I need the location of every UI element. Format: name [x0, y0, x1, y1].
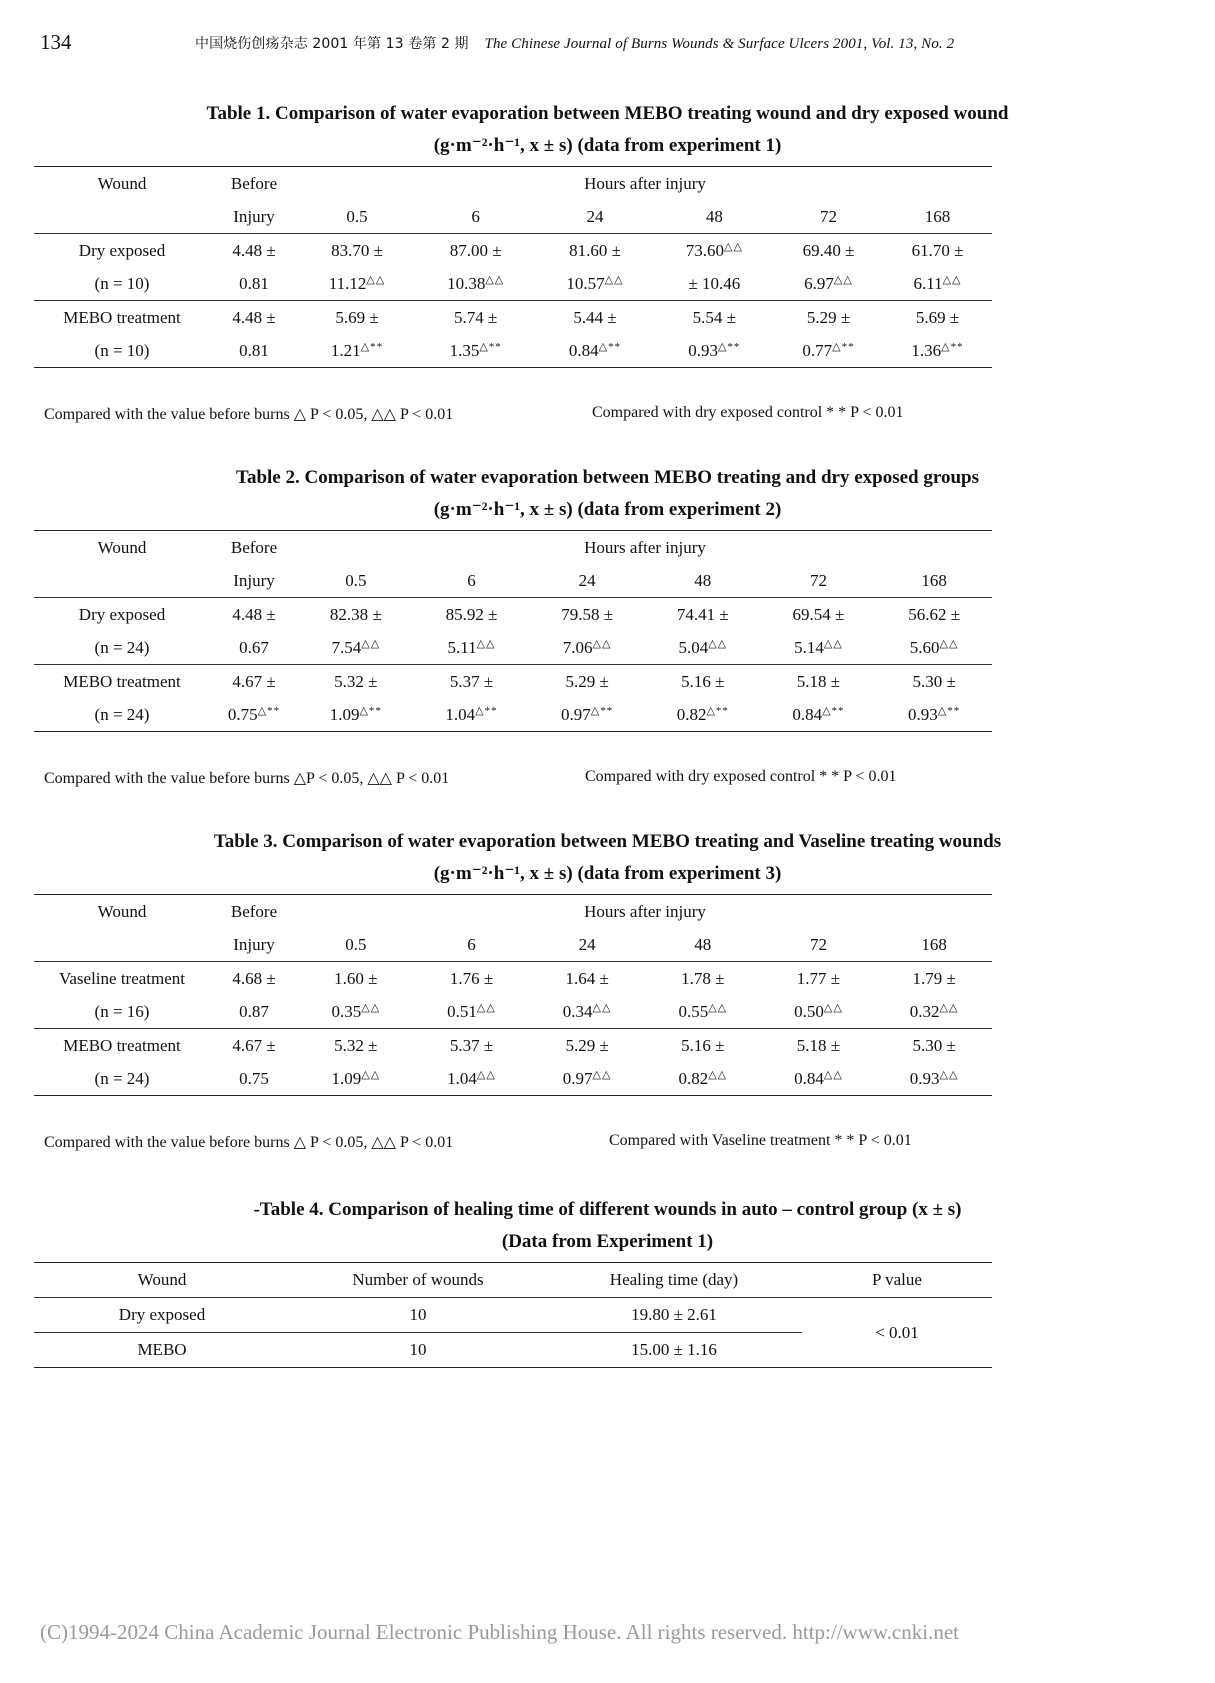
cell-mean: 5.29 ±	[806, 307, 851, 327]
cell-mean: 1.60 ±	[334, 968, 378, 988]
header-blank	[34, 928, 210, 962]
significance-mark: △**	[937, 705, 961, 717]
cell-sd: 0.82△**	[645, 698, 761, 732]
cell-sd: 1.36△**	[883, 334, 992, 368]
header-hour: 0.5	[298, 564, 414, 598]
header-before: Before	[210, 167, 298, 201]
significance-mark: △△	[485, 274, 505, 286]
header-wound: Wound	[34, 531, 210, 565]
cell-sd: 0.77△**	[774, 334, 883, 368]
cell-sd: 11.12△△	[298, 267, 416, 301]
cell-sd: 0.82△△	[645, 1062, 761, 1096]
header-hour: 72	[761, 564, 877, 598]
table-row	[34, 334, 992, 368]
table-row	[34, 598, 992, 632]
cell-mean: 5.30 ±	[912, 671, 956, 691]
cell-mean: 5.30 ±	[912, 1035, 956, 1055]
cell-mean: 4.67 ±	[232, 671, 276, 691]
header-row	[34, 200, 992, 234]
header-hour: 24	[529, 928, 645, 962]
cell-sd: 1.35△**	[416, 334, 535, 368]
cell-mean: 85.92 ±	[445, 604, 498, 624]
cell-mean: 4.67 ±	[232, 1035, 276, 1055]
significance-mark: △△	[939, 1002, 959, 1014]
table-4-cell-p-value: < 0.01	[802, 1298, 992, 1368]
significance-mark: △△	[361, 638, 381, 650]
cell-mean: 81.60 ±	[569, 240, 621, 260]
significance-mark: △**	[941, 341, 964, 353]
table-4-cell-time: 19.80 ± 2.61	[546, 1298, 802, 1333]
journal-title-english: The Chinese Journal of Burns Wounds & Surface Ulcers 2001, Vol. 13, No. 2	[484, 36, 955, 52]
table-3-footnote	[44, 1132, 912, 1152]
row-n: (n = 10)	[34, 334, 210, 368]
cell-sd: 1.04△△	[414, 1062, 530, 1096]
table-4-header-number: Number of wounds	[352, 1270, 484, 1289]
significance-mark: △△	[939, 638, 959, 650]
significance-mark: △**	[822, 705, 845, 717]
cell-sd: 0.32△△	[876, 995, 992, 1029]
significance-mark: △△	[361, 1069, 381, 1081]
cell-sd: 1.04△**	[414, 698, 530, 732]
cell-mean: 5.54 ±	[692, 307, 736, 327]
header-hour: 72	[761, 928, 877, 962]
significance-mark: △**	[590, 705, 614, 717]
cell-mean: 5.29 ±	[565, 1035, 609, 1055]
header-hours-after-injury: Hours after injury	[298, 167, 992, 201]
table-1-caption-units: (g·m⁻²·h⁻¹, x ± s) (data from experiment 1)	[433, 135, 782, 156]
significance-mark: △△	[361, 1002, 381, 1014]
table-row	[34, 234, 992, 268]
cell-mean: 69.54 ±	[792, 604, 845, 624]
header-before: Before	[210, 531, 298, 565]
cell-sd: 0.84△**	[761, 698, 877, 732]
table-1-block	[0, 98, 1215, 162]
significance-mark: △△	[366, 274, 386, 286]
cell-sd: 0.75△**	[210, 698, 298, 732]
cell-sd: 10.38△△	[416, 267, 535, 301]
cell-sd: 7.06△△	[529, 631, 645, 665]
page-number: 134	[40, 30, 72, 54]
cell-mean: 87.00 ±	[449, 240, 502, 260]
significance-mark: △△	[592, 638, 612, 650]
header-blank	[34, 200, 210, 234]
table-3-block	[0, 826, 1215, 890]
cell-mean: 5.69 ±	[915, 307, 960, 327]
cell-mean: 5.37 ±	[449, 671, 494, 691]
header-hour: 0.5	[298, 928, 414, 962]
cell-mean: 82.38 ±	[329, 604, 382, 624]
cell-mean: 4.48 ±	[232, 307, 276, 327]
journal-title-chinese: 中国烧伤创疡杂志 2001 年第 13 卷第 2 期	[195, 36, 469, 52]
significance-mark: △△	[592, 1002, 612, 1014]
header-hour: 6	[414, 928, 530, 962]
header-wound: Wound	[34, 167, 210, 201]
table-4-cell-wound: MEBO	[137, 1340, 187, 1359]
significance-mark: △**	[479, 341, 502, 353]
table-2-footnote-right: Compared with dry exposed control * * P < 0.01	[585, 768, 897, 785]
header-before: Before	[210, 895, 298, 929]
table-4	[34, 1262, 992, 1368]
row-label: Vaseline treatment	[58, 968, 186, 988]
table-4-header-time: Healing time (day)	[609, 1270, 739, 1289]
row-label: MEBO treatment	[63, 307, 181, 327]
significance-mark: △△	[708, 1069, 728, 1081]
header-hour: 72	[774, 200, 883, 234]
table-4-cell-number: 10	[409, 1340, 427, 1359]
header-hour: 48	[645, 928, 761, 962]
table-2-footnote	[44, 768, 897, 788]
header-row	[34, 928, 992, 962]
row-n: (n = 10)	[34, 267, 210, 301]
significance-mark: △**	[598, 341, 622, 353]
significance-mark: △**	[717, 341, 741, 353]
table-row	[34, 631, 992, 665]
table-2-caption: Table 2. Comparison of water evaporation between MEBO treating and dry exposed groups	[236, 467, 979, 488]
cell-sd: 0.50△△	[761, 995, 877, 1029]
row-n: (n = 24)	[34, 1062, 210, 1096]
significance-mark: △△	[823, 1069, 843, 1081]
cell-sd: 0.93△**	[876, 698, 992, 732]
cell-mean: 1.64 ±	[565, 968, 609, 988]
header-row	[34, 167, 992, 201]
cell-sd: 0.67	[210, 631, 298, 665]
cell-mean: 4.48 ±	[232, 604, 276, 624]
cell-mean: 5.16 ±	[681, 1035, 725, 1055]
significance-mark: △**	[360, 341, 384, 353]
significance-mark: △△	[476, 638, 496, 650]
significance-mark: △**	[706, 705, 729, 717]
significance-mark: △△	[823, 638, 843, 650]
row-n: (n = 24)	[34, 698, 210, 732]
table-row	[34, 267, 992, 301]
cell-sd: 0.35△△	[298, 995, 414, 1029]
row-label: Dry exposed	[78, 604, 166, 624]
table-4-header-wound: Wound	[137, 1270, 187, 1289]
cell-sd: 5.11△△	[414, 631, 530, 665]
row-label: MEBO treatment	[63, 1035, 181, 1055]
cell-mean: 4.48 ±	[232, 240, 276, 260]
cell-mean: 74.41 ±	[676, 604, 729, 624]
table-2-block	[0, 462, 1215, 526]
header-hour: 168	[883, 200, 992, 234]
cell-sd: 0.51△△	[414, 995, 530, 1029]
significance-mark: △△	[708, 638, 728, 650]
table-3-caption-units: (g·m⁻²·h⁻¹, x ± s) (data from experiment 3)	[433, 863, 782, 884]
cell-sd: 5.60△△	[876, 631, 992, 665]
table-row	[34, 962, 992, 996]
cell-mean: 5.18 ±	[796, 1035, 841, 1055]
cell-mean: 5.16 ±	[681, 671, 725, 691]
table-row	[34, 1062, 992, 1096]
table-4-cell-time: 15.00 ± 1.16	[631, 1340, 717, 1359]
significance-mark: △△	[833, 274, 853, 286]
table-row	[34, 995, 992, 1029]
header-hour: 6	[416, 200, 535, 234]
table-1-footnote	[44, 404, 904, 424]
cell-mean: 83.70 ±	[331, 240, 383, 260]
cell-mean: 5.32 ±	[334, 671, 378, 691]
table-4-header-p: P value	[872, 1270, 922, 1289]
cell-mean: 4.68 ±	[232, 968, 276, 988]
cell-mean: 5.37 ±	[449, 1035, 494, 1055]
table-row	[34, 698, 992, 732]
cell-mean: 1.77 ±	[796, 968, 841, 988]
table-3-footnote-left: Compared with the value before burns △ P < 0.05, △△ P < 0.01	[44, 1134, 454, 1151]
significance-mark: △**	[359, 705, 382, 717]
table-3-caption: Table 3. Comparison of water evaporation between MEBO treating and Vaseline treating wounds	[213, 831, 1002, 852]
row-label: MEBO treatment	[63, 671, 181, 691]
significance-mark: △**	[257, 705, 281, 717]
cell-mean: 73.60△△	[685, 241, 743, 260]
table-1	[34, 166, 992, 368]
significance-mark: △△	[823, 1002, 843, 1014]
table-4-cell-wound: Dry exposed	[118, 1305, 206, 1324]
cell-sd: 10.57△△	[535, 267, 654, 301]
cell-mean: 1.76 ±	[449, 968, 494, 988]
header-hour: 6	[414, 564, 530, 598]
table-4-cell-number: 10	[409, 1305, 427, 1324]
header-row	[34, 531, 992, 565]
significance-mark: △△	[476, 1002, 496, 1014]
cell-sd: 0.55△△	[645, 995, 761, 1029]
table-3	[34, 894, 992, 1096]
cell-sd: 5.14△△	[761, 631, 877, 665]
table-1-caption: Table 1. Comparison of water evaporation between MEBO treating wound and dry exposed wound	[206, 103, 1009, 124]
cell-mean: 5.74 ±	[454, 307, 498, 327]
cell-sd: 0.97△△	[529, 1062, 645, 1096]
cell-sd: 1.21△**	[298, 334, 416, 368]
cell-sd: ± 10.46	[655, 267, 774, 301]
cell-sd: 5.04△△	[645, 631, 761, 665]
table-2-footnote-left: Compared with the value before burns △P < 0.05, △△ P < 0.01	[44, 770, 450, 787]
table-4-caption-source: (Data from Experiment 1)	[501, 1231, 714, 1252]
cell-sd: 0.81	[210, 267, 298, 301]
cell-sd: 6.97△△	[774, 267, 883, 301]
header-hour: 168	[876, 564, 992, 598]
cell-sd: 6.11△△	[883, 267, 992, 301]
table-2	[34, 530, 992, 732]
journal-header	[195, 33, 954, 53]
cell-mean: 56.62 ±	[908, 604, 961, 624]
row-n: (n = 16)	[34, 995, 210, 1029]
cell-mean: 5.69 ±	[335, 307, 379, 327]
cell-sd: 0.84△△	[761, 1062, 877, 1096]
significance-mark: △△	[708, 1002, 728, 1014]
significance-mark: △△	[942, 274, 962, 286]
cell-sd: 7.54△△	[298, 631, 414, 665]
cell-mean: 5.18 ±	[796, 671, 841, 691]
table-4-block	[0, 1194, 1215, 1258]
cell-sd: 0.93△△	[876, 1062, 992, 1096]
header-injury: Injury	[210, 564, 298, 598]
table-4-caption: -Table 4. Comparison of healing time of different wounds in auto – control group (x ± s)	[253, 1199, 962, 1220]
table-row	[34, 1029, 992, 1063]
header-blank	[34, 564, 210, 598]
table-4-header-row	[34, 1263, 992, 1298]
header-hour: 24	[529, 564, 645, 598]
cell-mean: 61.70 ±	[911, 240, 964, 260]
header-hours-after-injury: Hours after injury	[298, 895, 992, 929]
row-label: Dry exposed	[78, 240, 166, 260]
cell-sd: 0.87	[210, 995, 298, 1029]
cell-mean: 5.29 ±	[565, 671, 609, 691]
cell-sd: 0.34△△	[529, 995, 645, 1029]
header-injury: Injury	[210, 200, 298, 234]
significance-mark: △△	[592, 1069, 612, 1081]
cell-mean: 5.44 ±	[573, 307, 617, 327]
table-1-footnote-right: Compared with dry exposed control * * P < 0.01	[592, 404, 904, 421]
cell-mean: 69.40 ±	[802, 240, 855, 260]
table-row	[34, 665, 992, 699]
running-header	[40, 30, 1020, 58]
copyright-footer: (C)1994-2024 China Academic Journal Electronic Publishing House. All rights reserved. http://www.cnki.net	[40, 1620, 959, 1644]
header-hour: 48	[645, 564, 761, 598]
header-hour: 168	[876, 928, 992, 962]
table-1-footnote-left: Compared with the value before burns △ P < 0.05, △△ P < 0.01	[44, 406, 454, 423]
cell-sd: 0.81	[210, 334, 298, 368]
cell-sd: 0.97△**	[529, 698, 645, 732]
header-wound: Wound	[34, 895, 210, 929]
table-row	[34, 1298, 992, 1333]
cell-sd: 0.93△**	[655, 334, 774, 368]
header-hour: 0.5	[298, 200, 416, 234]
row-n: (n = 24)	[34, 631, 210, 665]
significance-mark: △**	[475, 705, 498, 717]
header-hour: 24	[535, 200, 654, 234]
cell-sd: 0.75	[210, 1062, 298, 1096]
significance-mark: △△	[476, 1069, 496, 1081]
cell-sd: 1.09△**	[298, 698, 414, 732]
table-row	[34, 301, 992, 335]
table-2-caption-units: (g·m⁻²·h⁻¹, x ± s) (data from experiment 2)	[433, 499, 782, 520]
cell-mean: 1.79 ±	[912, 968, 956, 988]
cell-mean: 79.58 ±	[561, 604, 614, 624]
cell-mean: 1.78 ±	[681, 968, 725, 988]
table-3-footnote-right: Compared with Vaseline treatment * * P < 0.01	[609, 1132, 912, 1149]
significance-mark: △**	[832, 341, 855, 353]
significance-mark: △△	[939, 1069, 959, 1081]
cell-sd: 1.09△△	[298, 1062, 414, 1096]
header-hour: 48	[655, 200, 774, 234]
significance-mark: △△	[724, 241, 743, 253]
header-row	[34, 895, 992, 929]
cell-sd: 0.84△**	[535, 334, 654, 368]
header-row	[34, 564, 992, 598]
header-hours-after-injury: Hours after injury	[298, 531, 992, 565]
cell-mean: 5.32 ±	[334, 1035, 378, 1055]
header-injury: Injury	[210, 928, 298, 962]
significance-mark: △△	[604, 274, 624, 286]
